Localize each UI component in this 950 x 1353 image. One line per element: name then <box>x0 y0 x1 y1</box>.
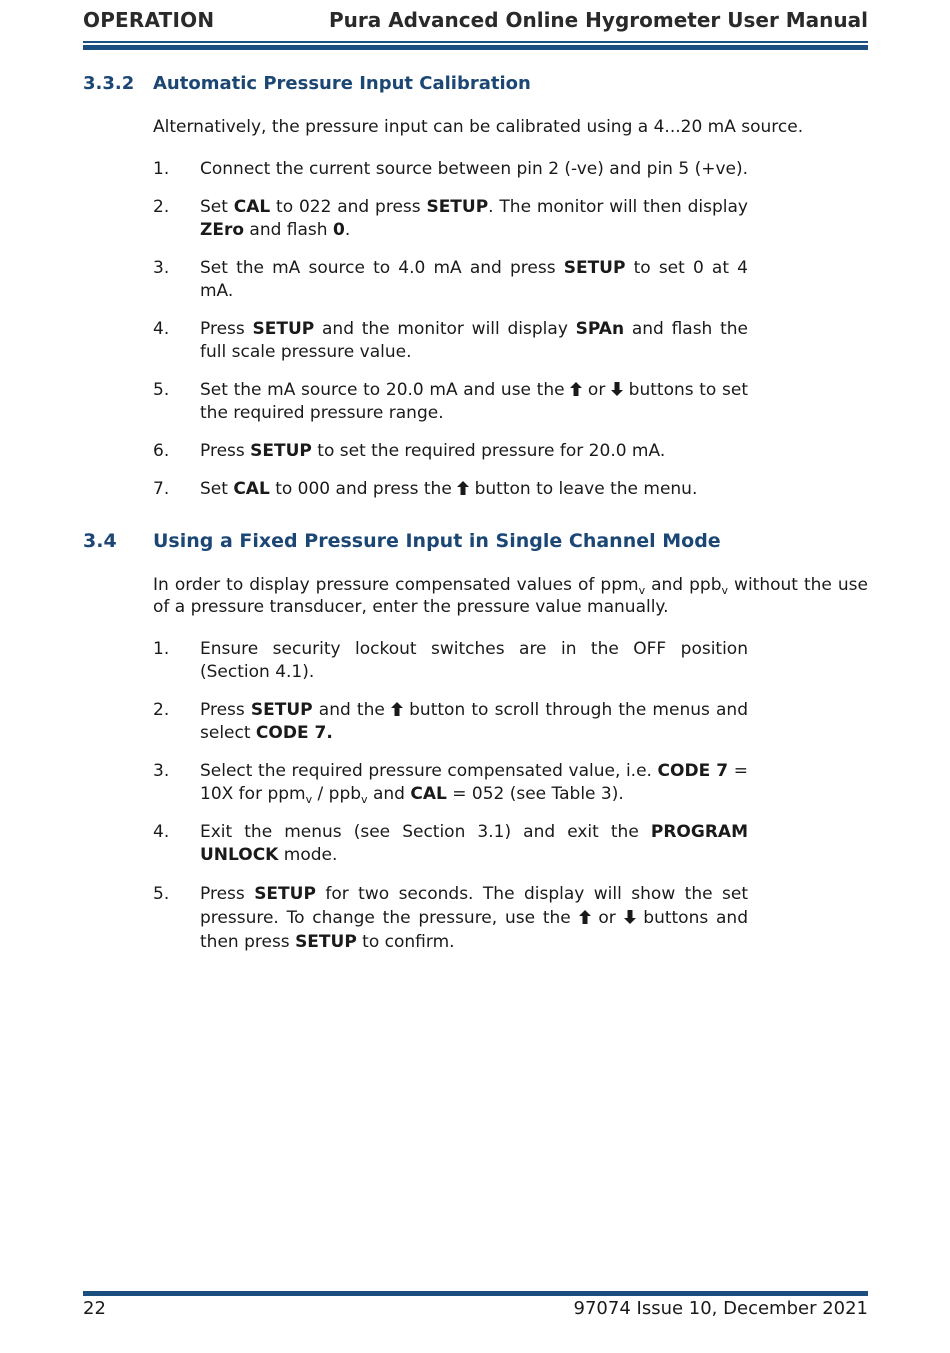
section-number: 3.3.2 <box>83 73 135 94</box>
steps-list-332 <box>153 158 748 501</box>
up-arrow-icon <box>391 702 403 716</box>
list-item: 4. Press SETUP and the monitor will display SPAn and flash the full scale pressure value. <box>153 319 748 362</box>
section-title: Automatic Pressure Input Calibration <box>153 73 531 94</box>
section-number: 3.4 <box>83 530 117 552</box>
list-item: 1. Ensure security lockout switches are in the OFF position (Section 4.1). <box>153 639 748 682</box>
list-item: 5. Press SETUP for two seconds. The display will show the set pressure. To change the pressure, use the or buttons and then press SETUP to confirm. <box>153 884 748 952</box>
up-arrow-icon <box>570 382 582 396</box>
header-section-name: OPERATION <box>83 8 215 32</box>
list-item: 7. Set CAL to 000 and press the button to leave the menu. <box>153 479 698 499</box>
list-item: 3. Set the mA source to 4.0 mA and press SETUP to set 0 at 4 mA. <box>153 258 748 301</box>
list-item: 3. Select the required pressure compensated value, i.e. CODE 7 = 10X for ppm$_v$ / ppb$_v$ and CAL = 052 (see Table 3). <box>153 761 748 806</box>
list-item: 2. Press SETUP and the button to scroll through the menus and select CODE 7. <box>153 700 748 743</box>
page-header <box>83 6 868 36</box>
down-arrow-icon <box>611 382 623 396</box>
section-intro: Alternatively, the pressure input can be calibrated using a 4...20 mA source. <box>153 117 804 137</box>
issue-info: 97074 Issue 10, December 2021 <box>573 1298 868 1319</box>
page-number: 22 <box>83 1298 106 1319</box>
down-arrow-icon <box>624 910 636 924</box>
list-item: 5. Set the mA source to 20.0 mA and use the or buttons to set the required pressure range. <box>153 380 748 423</box>
header-manual-title: Pura Advanced Online Hygrometer User Manual <box>328 8 868 32</box>
list-item: 4. Exit the menus (see Section 3.1) and exit the PROGRAM UNLOCK mode. <box>153 822 748 865</box>
up-arrow-icon <box>579 910 591 924</box>
list-item: 2. Set CAL to 022 and press SETUP. The monitor will then display ZEro and flash 0. <box>153 197 748 240</box>
steps-list-34 <box>153 638 748 954</box>
section-title: Using a Fixed Pressure Input in Single Channel Mode <box>153 530 721 552</box>
list-item: 1. Connect the current source between pin 2 (-ve) and pin 5 (+ve). <box>153 159 749 179</box>
footer-rule <box>83 1291 868 1296</box>
header-rule-thick <box>83 45 868 50</box>
header-rule-thin <box>83 41 868 43</box>
section-intro: In order to display pressure compensated values of ppm$_v$ and ppb$_v$ without the use of a pressure transducer, enter the pressure value manually. <box>153 575 868 617</box>
list-item: 6. Press SETUP to set the required pressure for 20.0 mA. <box>153 441 666 461</box>
up-arrow-icon <box>457 481 469 495</box>
